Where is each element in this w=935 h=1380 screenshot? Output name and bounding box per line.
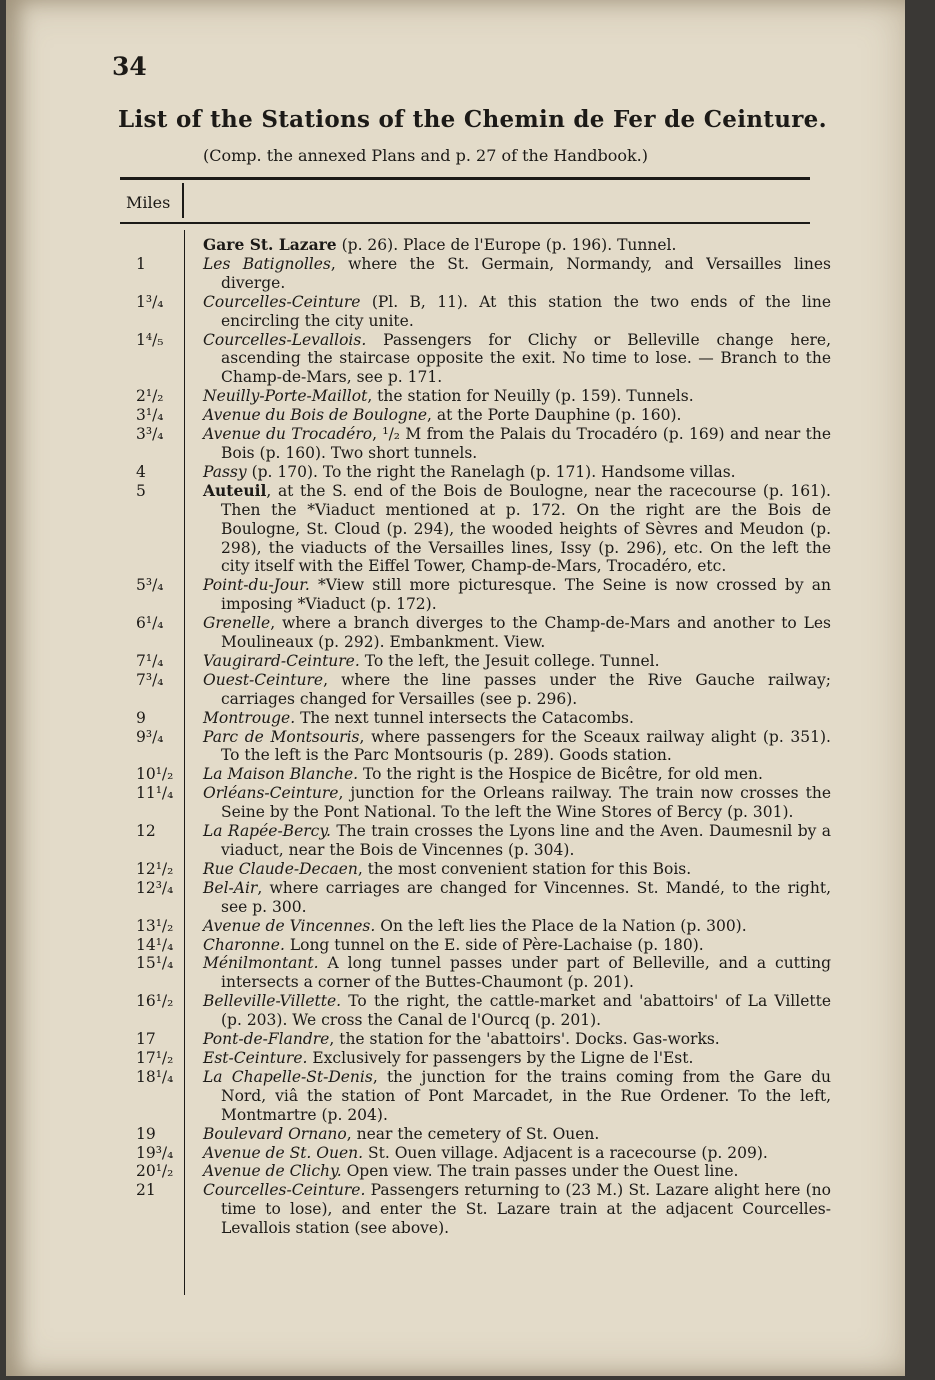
station-description — [203, 936, 831, 955]
station-description — [203, 406, 831, 425]
station-text: St. Ouen village. Adjacent is a racecourse (p. 209). — [363, 1143, 768, 1162]
station-row — [6, 671, 905, 709]
station-description — [203, 1030, 831, 1049]
station-text: (Pl. B, 11). At this station the two ends of the line encircling the city unite. — [221, 292, 831, 330]
station-name: Passy — [203, 462, 247, 481]
station-name: Avenue de Clichy. — [203, 1162, 342, 1181]
station-name: Pont-de-Flandre — [203, 1030, 330, 1049]
station-mileage: 1³/₄ — [136, 292, 164, 311]
station-name: Montrouge. — [203, 708, 296, 727]
station-mileage: 1 — [136, 254, 146, 273]
station-row — [6, 293, 905, 331]
station-description — [203, 293, 831, 331]
station-description — [203, 425, 831, 463]
station-description — [203, 236, 831, 255]
station-name: Est-Ceinture. — [203, 1048, 308, 1067]
station-description — [203, 255, 831, 293]
station-row — [6, 387, 905, 406]
station-mileage: 5³/₄ — [136, 576, 164, 595]
station-description — [203, 1125, 831, 1144]
station-name: Avenue du Trocadéro — [203, 425, 373, 444]
station-description — [203, 992, 831, 1030]
station-description — [203, 709, 831, 728]
station-text: , junction for the Orleans railway. The train now crosses the Seine by the Pont National. To the left the Wine Stores of Bercy (p. 301). — [221, 784, 831, 822]
station-row — [6, 728, 905, 766]
station-text: A long tunnel passes under part of Belleville, and a cutting intersects a corner of the Buttes-Chaumont (p. 201). — [221, 954, 831, 992]
station-name: Point-du-Jour. — [203, 576, 310, 595]
station-name: Courcelles-Ceinture. — [203, 1181, 366, 1200]
station-mileage: 12³/₄ — [136, 878, 174, 897]
station-name: Rue Claude-Decaen — [203, 859, 358, 878]
station-text: To the left, the Jesuit college. Tunnel. — [359, 651, 660, 670]
page-subtitle: (Comp. the annexed Plans and p. 27 of the Handbook.) — [203, 146, 648, 165]
station-row — [6, 255, 905, 293]
station-description — [203, 1049, 831, 1068]
station-row — [6, 1125, 905, 1144]
station-text: , the station for the 'abattoirs'. Docks. Gas-works. — [329, 1030, 720, 1049]
station-name: La Rapée-Bercy. — [203, 822, 331, 841]
station-text: , where a branch diverges to the Champ-de-Mars and another to Les Moulineaux (p. 292). Embankment. View. — [221, 614, 831, 652]
station-text: , where passengers for the Sceaux railway alight (p. 351). To the left is the Parc Montsouris (p. 289). Goods station. — [221, 727, 831, 765]
station-mileage: 4 — [136, 462, 146, 481]
station-row — [6, 1049, 905, 1068]
station-row — [6, 1030, 905, 1049]
page-number: 34 — [112, 52, 147, 81]
station-description — [203, 917, 831, 936]
station-row — [6, 1181, 905, 1238]
station-row — [6, 1068, 905, 1125]
station-mileage: 9³/₄ — [136, 727, 164, 746]
header-rule-bottom — [120, 222, 810, 224]
station-mileage: 12¹/₂ — [136, 859, 174, 878]
station-mileage: 10¹/₂ — [136, 765, 174, 784]
station-text: , the most convenient station for this Bois. — [357, 859, 692, 878]
station-description — [203, 879, 831, 917]
station-name: Neuilly-Porte-Maillot — [203, 387, 368, 406]
station-row — [6, 879, 905, 917]
station-mileage: 21 — [136, 1181, 156, 1200]
station-description — [203, 463, 831, 482]
station-text: , the station for Neuilly (p. 159). Tunnels. — [367, 387, 694, 406]
station-description — [203, 784, 831, 822]
station-mileage: 16¹/₂ — [136, 992, 174, 1011]
station-name: Boulevard Ornano — [203, 1124, 347, 1143]
station-text: , at the Porte Dauphine (p. 160). — [427, 406, 682, 425]
station-description — [203, 822, 831, 860]
station-text: Passengers returning to (23 M.) St. Lazare alight here (no time to lose), and enter the St. Lazare train at the adjacent Courcelles-Levallois station (see above). — [221, 1181, 831, 1238]
station-row — [6, 954, 905, 992]
station-text: Exclusively for passengers by the Ligne de l'Est. — [307, 1048, 694, 1067]
station-name: Avenue de St. Ouen. — [203, 1143, 364, 1162]
station-text: , where carriages are changed for Vincennes. St. Mandé, to the right, see p. 300. — [221, 878, 831, 916]
station-mileage: 3³/₄ — [136, 425, 164, 444]
station-name: Parc de Montsouris — [203, 727, 360, 746]
station-text: Passengers for Clichy or Belleville change here, ascending the staircase opposite the exit. No time to lose. — Branch to the Champ-de-Mars, see p. 171. — [221, 330, 831, 387]
station-description — [203, 652, 831, 671]
station-name: Ménilmontant. — [203, 954, 319, 973]
station-text: , ¹/₂ M from the Palais du Trocadéro (p. 169) and near the Bois (p. 160). Two short tunnels. — [221, 425, 831, 462]
station-name: Gare St. Lazare — [203, 235, 337, 254]
station-row — [6, 425, 905, 463]
station-description — [203, 1162, 831, 1181]
station-text: , at the S. end of the Bois de Boulogne, near the racecourse (p. 161). Then the *Viaduct mentioned at p. 172. On the right are the Bois de Boulogne, St. Cloud (p. 294), the wooded heights of Sèvres and Meudon (p. 298), the viaducts of the Versailles lines, Issy (p. 296), etc. On the left the city itself with the Eiffel Tower, Champ-de-Mars, Trocadéro, etc. — [221, 481, 831, 576]
station-name: Vaugirard-Ceinture. — [203, 651, 360, 670]
station-mileage: 19³/₄ — [136, 1143, 174, 1162]
station-text: , where the St. Germain, Normandy, and Versailles lines diverge. — [221, 254, 831, 292]
station-name: Avenue de Vincennes. — [203, 916, 376, 935]
station-mileage: 7¹/₄ — [136, 651, 164, 670]
station-description — [203, 331, 831, 388]
station-name: Ouest-Ceinture — [203, 670, 324, 689]
station-mileage: 12 — [136, 822, 156, 841]
station-name: Bel-Air — [203, 878, 258, 897]
station-row — [6, 1162, 905, 1181]
station-description — [203, 671, 831, 709]
station-mileage: 5 — [136, 481, 146, 500]
station-name: Grenelle — [203, 614, 271, 633]
station-text: , the junction for the trains coming from the Gare du Nord, viâ the station of Pont Marcadet, in the Rue Ordener. To the left, Montmartre (p. 204). — [221, 1067, 831, 1124]
station-mileage: 6¹/₄ — [136, 614, 164, 633]
station-description — [203, 387, 831, 406]
station-description — [203, 765, 831, 784]
miles-column-header: Miles — [126, 193, 171, 212]
station-name: Courcelles-Levallois. — [203, 330, 367, 349]
station-description — [203, 728, 831, 766]
header-rule-top — [120, 177, 810, 180]
station-mileage: 2¹/₂ — [136, 387, 164, 406]
station-row — [6, 860, 905, 879]
station-text: *View still more picturesque. The Seine is now crossed by an imposing *Viaduct (p. 172). — [221, 576, 831, 614]
station-row — [6, 936, 905, 955]
station-row — [6, 576, 905, 614]
station-mileage: 3¹/₄ — [136, 406, 164, 425]
station-description — [203, 576, 831, 614]
station-row — [6, 709, 905, 728]
station-row — [6, 406, 905, 425]
station-row — [6, 784, 905, 822]
header-divider — [182, 183, 184, 218]
station-description — [203, 614, 831, 652]
station-name: Avenue du Bois de Boulogne — [203, 406, 428, 425]
station-mileage: 20¹/₂ — [136, 1162, 174, 1181]
station-description — [203, 1068, 831, 1125]
station-mileage: 9 — [136, 708, 146, 727]
station-mileage: 14¹/₄ — [136, 935, 174, 954]
station-mileage: 17¹/₂ — [136, 1048, 174, 1067]
station-row — [6, 917, 905, 936]
station-row — [6, 765, 905, 784]
station-name: La Maison Blanche. — [203, 765, 359, 784]
station-mileage: 1⁴/₅ — [136, 330, 164, 349]
page-title: List of the Stations of the Chemin de Fer de Ceinture. — [118, 106, 827, 133]
station-text: To the right is the Hospice de Bicêtre, for old men. — [358, 765, 763, 784]
station-description — [203, 1144, 831, 1163]
station-mileage: 17 — [136, 1030, 156, 1049]
station-row — [6, 652, 905, 671]
station-name: La Chapelle-St-Denis — [203, 1067, 373, 1086]
station-mileage: 18¹/₄ — [136, 1067, 174, 1086]
station-name: Auteuil — [203, 480, 267, 500]
station-text: (p. 170). To the right the Ranelagh (p. 171). Handsome villas. — [246, 462, 736, 481]
station-name: Belleville-Villette. — [203, 992, 342, 1011]
station-text: Long tunnel on the E. side of Père-Lachaise (p. 180). — [284, 935, 704, 954]
station-text: , near the cemetery of St. Ouen. — [346, 1124, 600, 1143]
station-row — [6, 463, 905, 482]
station-description — [203, 1181, 831, 1238]
station-text: To the right, the cattle-market and 'abattoirs' of La Villette (p. 203). We cross the Canal de l'Ourcq (p. 201). — [221, 992, 831, 1030]
station-text: (p. 26). Place de l'Europe (p. 196). Tunnel. — [336, 236, 677, 254]
station-row — [6, 822, 905, 860]
station-row — [6, 1144, 905, 1163]
station-name: Charonne. — [203, 935, 285, 954]
station-row — [6, 236, 905, 255]
station-mileage: 15¹/₄ — [136, 954, 174, 973]
station-name: Les Batignolles — [203, 254, 331, 273]
station-text: The next tunnel intersects the Catacombs. — [295, 708, 634, 727]
station-row — [6, 992, 905, 1030]
station-text: Open view. The train passes under the Ouest line. — [341, 1162, 739, 1181]
station-mileage: 11¹/₄ — [136, 784, 174, 803]
station-description — [203, 860, 831, 879]
station-row — [6, 482, 905, 577]
station-name: Orléans-Ceinture — [203, 784, 339, 803]
station-mileage: 7³/₄ — [136, 670, 164, 689]
book-page — [6, 0, 905, 1376]
station-mileage: 19 — [136, 1124, 156, 1143]
station-mileage: 13¹/₂ — [136, 916, 174, 935]
station-description — [203, 954, 831, 992]
station-text: On the left lies the Place de la Nation (p. 300). — [375, 916, 747, 935]
station-list — [6, 236, 905, 1238]
station-row — [6, 614, 905, 652]
station-description — [203, 482, 831, 577]
station-text: , where the line passes under the Rive Gauche railway; carriages changed for Versailles (see p. 296). — [221, 670, 831, 708]
station-name: Courcelles-Ceinture — [203, 292, 361, 311]
station-text: The train crosses the Lyons line and the Aven. Daumesnil by a viaduct, near the Bois de Vincennes (p. 304). — [221, 822, 831, 859]
station-row — [6, 331, 905, 388]
